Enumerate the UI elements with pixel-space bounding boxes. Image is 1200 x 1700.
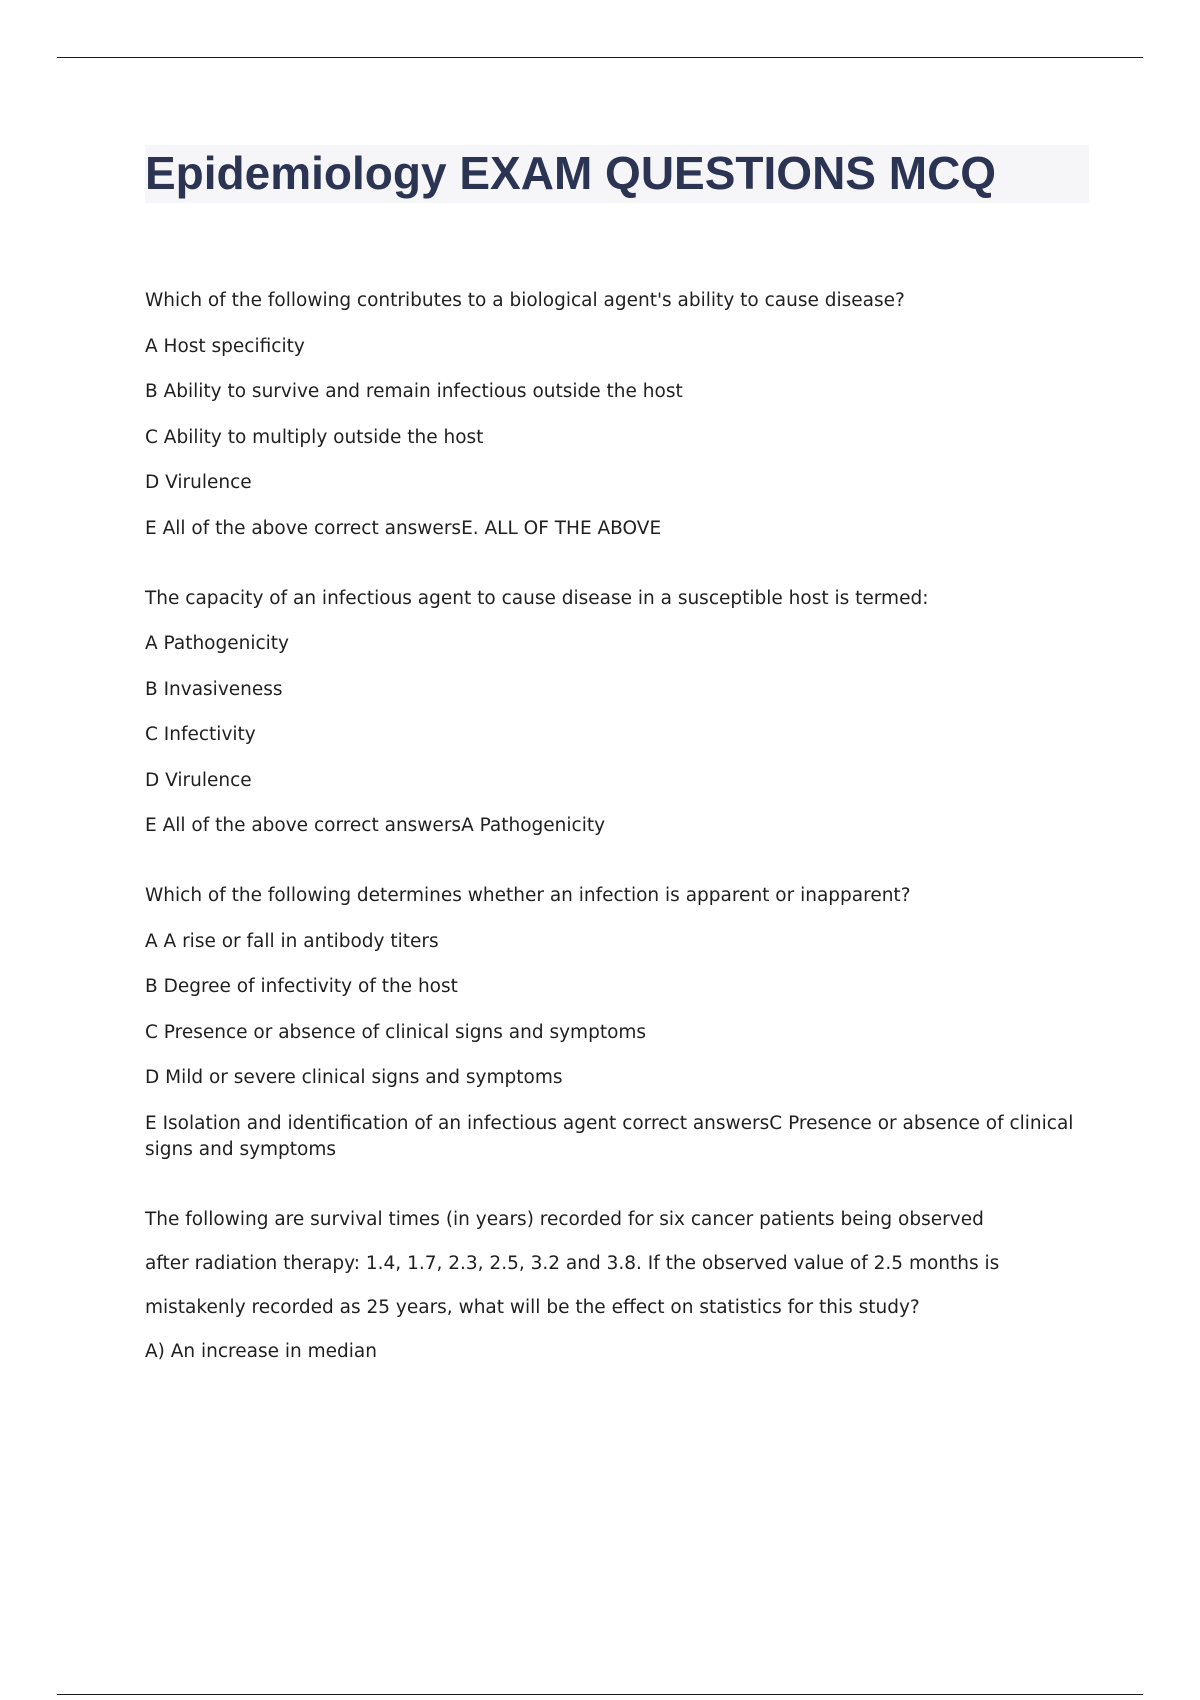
question-text-line: The following are survival times (in years) recorded for six cancer patients being observed bbox=[145, 1208, 984, 1230]
question-block-2 bbox=[145, 586, 1095, 840]
document-title: Epidemiology EXAM QUESTIONS MCQ bbox=[145, 147, 997, 199]
answer-option: D Virulence bbox=[145, 769, 252, 791]
answer-option: E All of the above correct answersE. ALL OF THE ABOVE bbox=[145, 517, 662, 539]
question-text-line: after radiation therapy: 1.4, 1.7, 2.3, 2.5, 3.2 and 3.8. If the observed value of 2.5 months is bbox=[145, 1252, 1000, 1274]
question-text-line: mistakenly recorded as 25 years, what will be the effect on statistics for this study? bbox=[145, 1296, 920, 1318]
answer-option: E Isolation and identification of an infectious agent correct answersC Presence or absence of clinical signs and symptoms bbox=[145, 1112, 1074, 1160]
header-rule bbox=[57, 57, 1143, 58]
question-block-4 bbox=[145, 1207, 1095, 1365]
question-list bbox=[145, 288, 1095, 1409]
answer-option: A) An increase in median bbox=[145, 1340, 377, 1362]
answer-option: C Ability to multiply outside the host bbox=[145, 426, 484, 448]
question-text: Which of the following determines whether an infection is apparent or inapparent? bbox=[145, 885, 911, 906]
answer-option: B Invasiveness bbox=[145, 678, 283, 700]
answer-option: B Ability to survive and remain infectious outside the host bbox=[145, 381, 683, 402]
question-block-1 bbox=[145, 288, 1095, 542]
answer-option: A Pathogenicity bbox=[145, 633, 289, 654]
question-text: The capacity of an infectious agent to cause disease in a susceptible host is termed: bbox=[145, 587, 929, 609]
answer-option: E All of the above correct answersA Pathogenicity bbox=[145, 815, 606, 836]
answer-option: C Infectivity bbox=[145, 724, 256, 745]
answer-option: D Mild or severe clinical signs and symptoms bbox=[145, 1067, 563, 1088]
answer-option: A Host specificity bbox=[145, 335, 305, 357]
answer-option: A A rise or fall in antibody titers bbox=[145, 930, 439, 952]
footer-rule bbox=[57, 1694, 1143, 1695]
answer-option: C Presence or absence of clinical signs and symptoms bbox=[145, 1021, 647, 1043]
answer-option: D Virulence bbox=[145, 472, 252, 493]
question-text: Which of the following contributes to a biological agent's ability to cause disease? bbox=[145, 290, 905, 311]
answer-option: B Degree of infectivity of the host bbox=[145, 976, 458, 997]
question-block-3 bbox=[145, 883, 1095, 1163]
